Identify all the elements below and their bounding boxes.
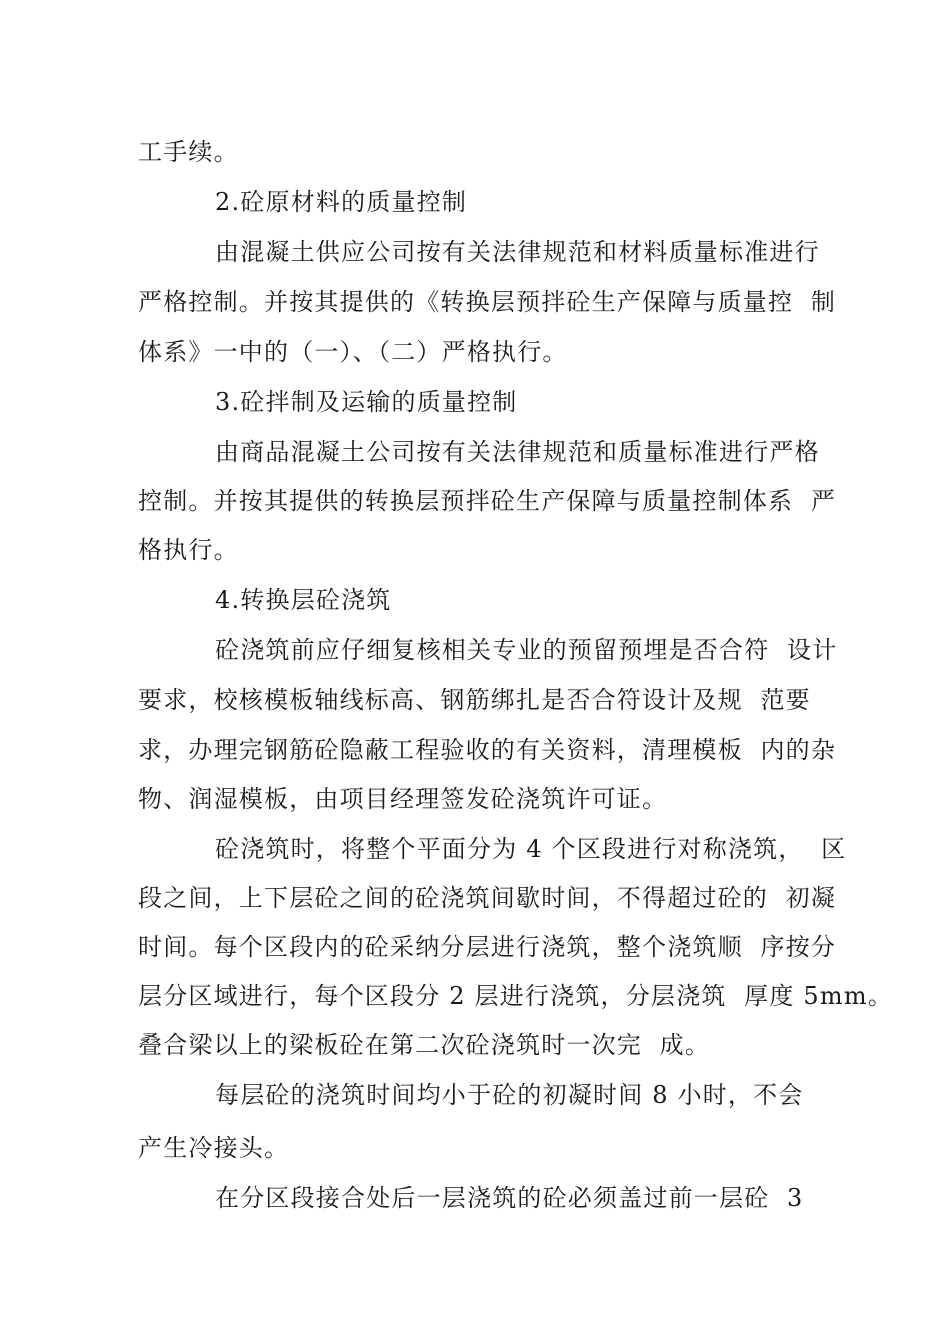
paragraph-line: 体系》一中的（一）、（二）严格执行。 (138, 338, 568, 366)
paragraph-line: 严格控制。并按其提供的《转换层预拌砼生产保障与质量控 制 (138, 288, 837, 316)
paragraph-line: 产生冷接头。 (138, 1134, 290, 1162)
paragraph-line: 物、润湿模板，由项目经理签发砼浇筑许可证。 (138, 785, 668, 813)
paragraph-line: 由商品混凝土公司按有关法律规范和质量标准进行严格 (215, 438, 820, 466)
text-line: 工手续。 (138, 138, 239, 166)
paragraph-line: 格执行。 (138, 536, 239, 564)
section-heading-3: 3.砼拌制及运输的质量控制 (215, 388, 518, 416)
paragraph-line: 求，办理完钢筋砼隐蔽工程验收的有关资料，清理模板 内的杂 (138, 736, 837, 764)
paragraph-line: 由混凝土供应公司按有关法律规范和材料质量标准进行 (215, 238, 820, 266)
paragraph-line: 段之间，上下层砼之间的砼浇筑间歇时间，不得超过砼的 初凝 (138, 884, 837, 912)
paragraph-line: 层分区域进行，每个区段分 2 层进行浇筑，分层浇筑 厚度 5mm。 (138, 982, 893, 1010)
paragraph-line: 时间。每个区段内的砼采纳分层进行浇筑，整个浇筑顺 序按分 (138, 933, 837, 961)
paragraph-line: 在分区段接合处后一层浇筑的砼必须盖过前一层砼 3 (215, 1184, 804, 1212)
paragraph-line: 控制。并按其提供的转换层预拌砼生产保障与质量控制体系 严 (138, 487, 837, 515)
paragraph-line: 砼浇筑前应仔细复核相关专业的预留预埋是否合符 设计 (215, 636, 838, 664)
paragraph-line: 叠合梁以上的梁板砼在第二次砼浇筑时一次完 成。 (138, 1031, 711, 1059)
section-heading-2: 2.砼原材料的质量控制 (215, 188, 468, 216)
paragraph-line: 要求，校核模板轴线标高、钢筋绑扎是否合符设计及规 范要 (138, 686, 811, 714)
paragraph-line: 每层砼的浇筑时间均小于砼的初凝时间 8 小时，不会 (215, 1081, 804, 1109)
section-heading-4: 4.转换层砼浇筑 (215, 586, 392, 614)
paragraph-line: 砼浇筑时，将整个平面分为 4 个区段进行对称浇筑， 区 (215, 835, 847, 863)
